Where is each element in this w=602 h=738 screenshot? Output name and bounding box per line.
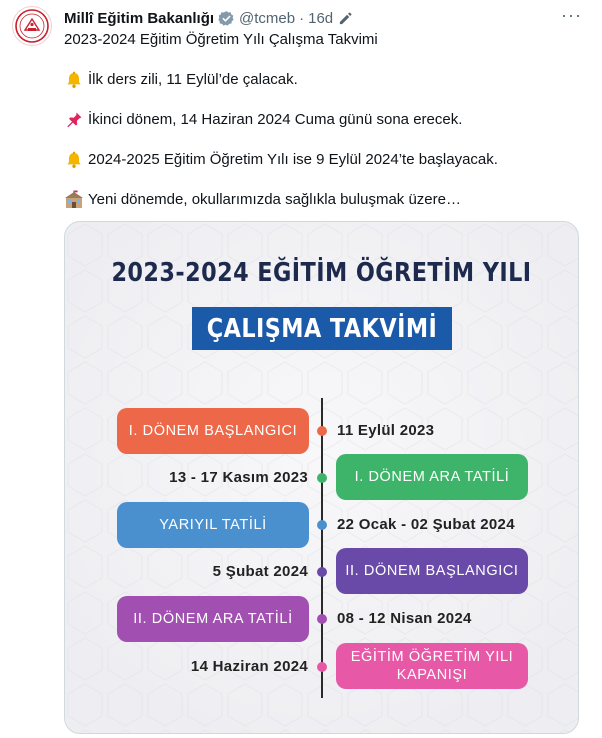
event-date-1: 11 Eylül 2023: [337, 422, 435, 439]
event-pill-6-line-2: KAPANIŞI: [396, 667, 468, 683]
author-handle[interactable]: @tcmeb: [239, 9, 296, 27]
pushpin-icon: [64, 110, 84, 130]
timeline-axis: [321, 398, 323, 698]
tweet-line-1: İlk ders zili, 11 Eylül’de çalacak.: [64, 70, 584, 90]
tweet-image[interactable]: [64, 221, 579, 734]
more-options-icon[interactable]: ···: [561, 5, 582, 25]
verified-badge-icon: [218, 10, 235, 27]
event-pill-6: [336, 643, 528, 689]
tweet-line-3: 2024-2025 Eğitim Öğretim Yılı ise 9 Eylül 2024’te başlayacak.: [64, 150, 584, 170]
event-pill-3: YARIYIL TATİLİ: [117, 502, 309, 548]
avatar[interactable]: [12, 6, 52, 46]
event-date-5: 08 - 12 Nisan 2024: [337, 610, 472, 627]
tweet-headline: 2023-2024 Eğitim Öğretim Yılı Çalışma Takvimi: [64, 31, 378, 48]
bell-icon: [64, 150, 84, 170]
school-icon: [64, 190, 84, 210]
separator-dot: ·: [299, 9, 305, 27]
event-pill-4: II. DÖNEM BAŞLANGICI: [336, 548, 528, 594]
timeline-node-5: [317, 614, 327, 624]
event-date-4: 5 Şubat 2024: [212, 563, 308, 580]
infographic-subtitle: ÇALIŞMA TAKVİMİ: [206, 313, 438, 344]
author-name[interactable]: Millî Eğitim Bakanlığı: [64, 9, 215, 27]
bell-icon: [64, 70, 84, 90]
tweet-line-2: İkinci dönem, 14 Haziran 2024 Cuma günü sona erecek.: [64, 110, 584, 130]
timeline-node-2: [317, 473, 327, 483]
meb-logo-icon: [14, 8, 50, 44]
infographic-title: 2023-2024 EĞİTİM ÖĞRETİM YILI: [111, 258, 532, 288]
infographic-subtitle-box: [192, 307, 452, 350]
event-date-6: 14 Haziran 2024: [190, 658, 308, 675]
timeline-node-1: [317, 426, 327, 436]
tweet-time[interactable]: 16d: [308, 9, 334, 27]
event-date-3: 22 Ocak - 02 Şubat 2024: [337, 516, 515, 533]
event-pill-2: I. DÖNEM ARA TATİLİ: [336, 454, 528, 500]
event-pill-6-line-1: EĞİTİM ÖĞRETİM YILI: [350, 649, 514, 665]
tweet-line-4: Yeni dönemde, okullarımızda sağlıkla buluşmak üzere…: [64, 190, 584, 210]
event-pill-5: II. DÖNEM ARA TATİLİ: [117, 596, 309, 642]
event-date-2: 13 - 17 Kasım 2023: [169, 469, 308, 486]
edited-pencil-icon[interactable]: [338, 11, 353, 26]
timeline-node-4: [317, 567, 327, 577]
event-pill-1: I. DÖNEM BAŞLANGICI: [117, 408, 309, 454]
timeline-node-6: [317, 662, 327, 672]
tweet-header: [64, 5, 582, 28]
tweet-text: [64, 30, 584, 210]
timeline-node-3: [317, 520, 327, 530]
